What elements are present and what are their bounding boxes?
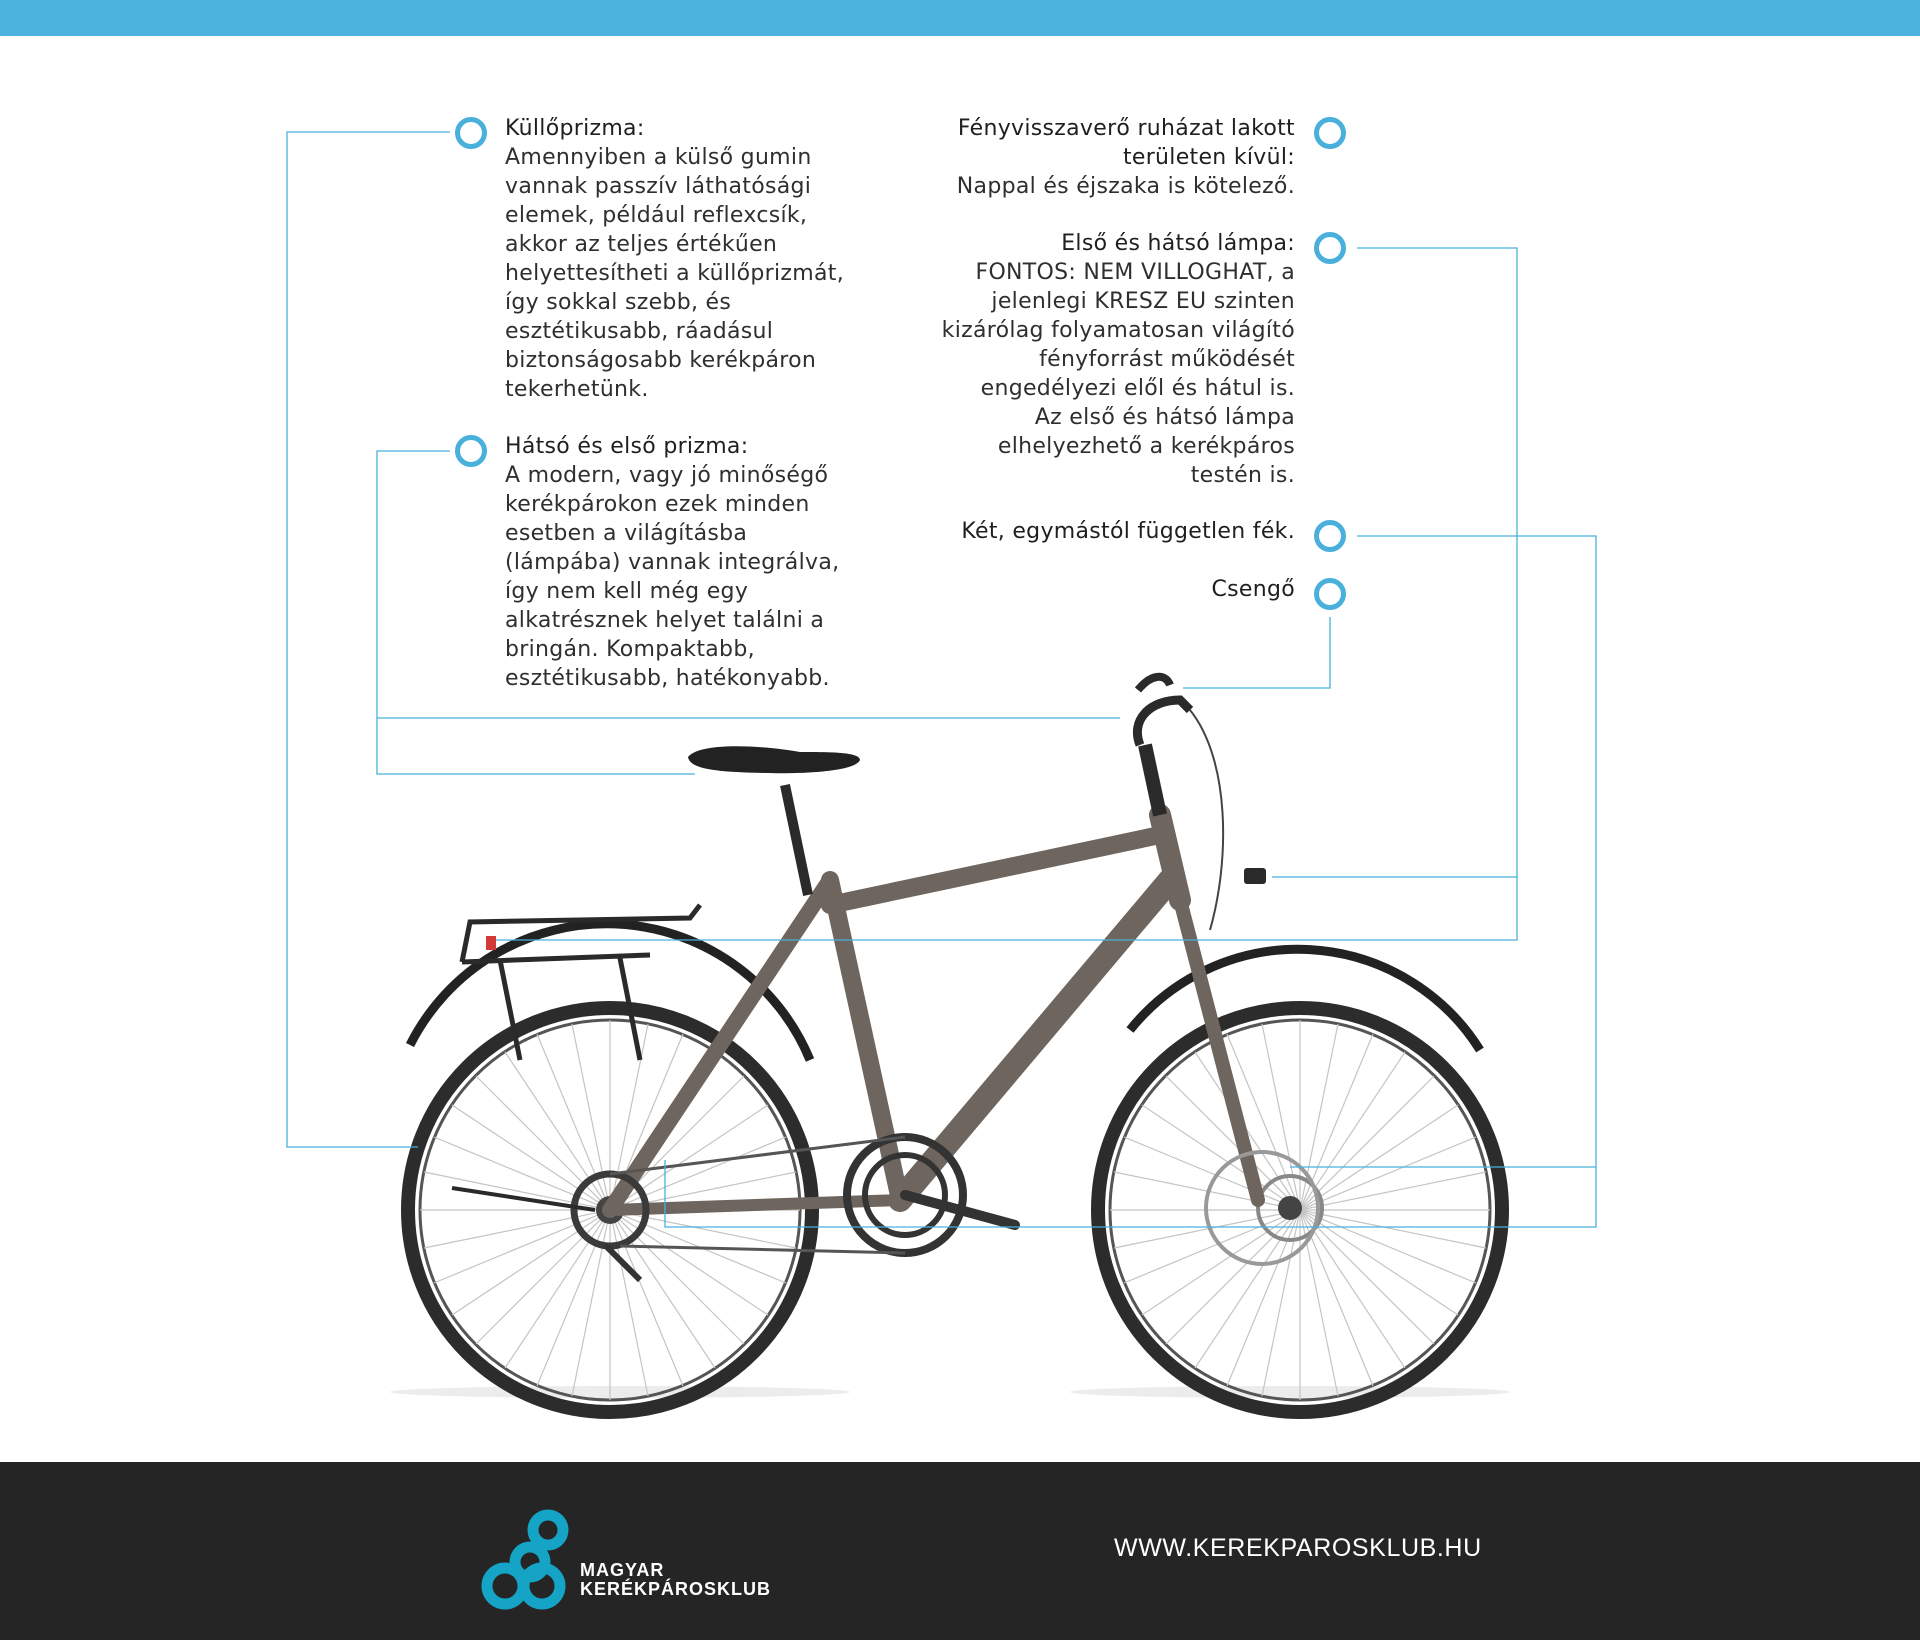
front-wheel [1098,1008,1502,1412]
callout-lampa [880,229,1295,490]
callout-lampa-body: FONTOS: NEM VILLOGHAT, a jelenlegi KRESZ EU szinten kizárólag folyamatosan világító fényforrást működését engedélyezi elől és hátul is. Az első és hátsó lámpa elhelyezhető a kerékpáros testén is. [941,260,1295,488]
kerekparosklub-logo [478,1504,778,1614]
logo-text-magyar: MAGYAR [580,1560,665,1580]
callout-prizma-title: Hátsó és első prizma: [505,434,749,459]
marker-fek [1314,520,1346,552]
callout-prizma-body: A modern, vagy jó minőségő kerékpárokon ezek minden esetben a világításba (lámpába) vannak integrálva, így nem kell még egy alkatrésznek helyet találni a bringán. Kompaktabb, esztétikusabb, hatékonyabb. [505,463,840,691]
callout-prizma [505,432,865,693]
logo-text-kerekparosklub: KERÉKPÁROSKLUB [580,1579,772,1599]
marker-ruhazat [1314,117,1346,149]
callout-kullo [505,114,865,404]
marker-prizma [455,435,487,467]
marker-kullo [455,117,487,149]
logo-rings-icon [478,1504,578,1614]
callout-fek [880,517,1295,546]
marker-csengo [1314,578,1346,610]
callout-csengo [880,575,1295,604]
callout-ruhazat-body: Nappal és éjszaka is kötelező. [956,174,1295,199]
bike-frame [610,815,1258,1210]
callout-ruhazat-title: Fényvisszaverő ruházat lakott területen kívül: [957,116,1295,170]
callout-kullo-title: Küllőprizma: [505,116,645,141]
callout-lampa-title: Első és hátsó lámpa: [1061,231,1295,256]
callout-fek-title: Két, egymástól független fék. [961,519,1295,544]
footer [0,1462,1920,1640]
website-link[interactable]: WWW.KEREKPAROSKLUB.HU [1114,1534,1482,1562]
callout-kullo-body: Amennyiben a külső gumin vannak passzív láthatósági elemek, például reflexcsík, akkor az teljes értékűen helyettesítheti a küllőprizmát, így sokkal szebb, és esztétikusabb, ráadásul biztonságosabb kerékpáron tekerhetünk. [505,145,845,402]
front-lamp [1244,868,1266,884]
callout-csengo-title: Csengő [1211,577,1295,602]
callout-ruhazat [880,114,1295,201]
marker-lampa [1314,232,1346,264]
saddle [688,746,860,773]
